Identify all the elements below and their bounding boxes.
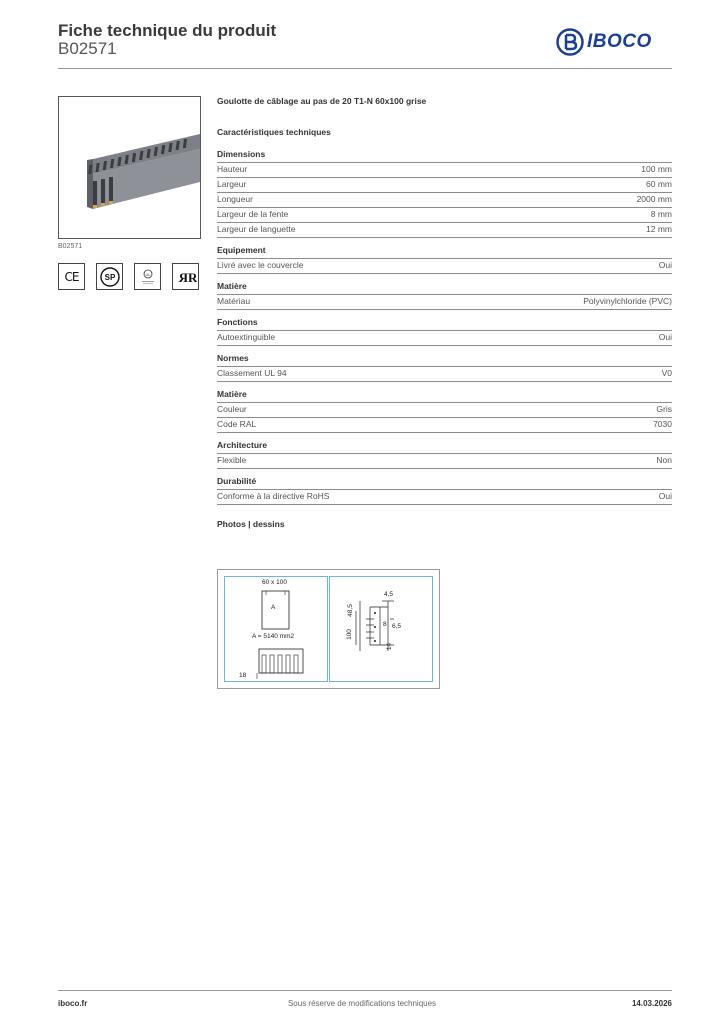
spec-content [217, 96, 672, 529]
spec-value: V0 [661, 368, 672, 378]
spec-label: Conforme à la directive RoHS [217, 491, 330, 501]
section-heading: Equipement [217, 245, 672, 259]
ce-mark-icon [58, 263, 85, 290]
brand-logo [556, 28, 652, 56]
footer-disclaimer: Sous réserve de modifications techniques [287, 999, 437, 1008]
iboco-logo-icon [556, 28, 584, 56]
ul-recognized-icon [172, 263, 199, 290]
spec-label: Livré avec le couvercle [217, 260, 304, 270]
spec-section-fonctions [217, 317, 672, 346]
spec-value: Non [656, 455, 672, 465]
technical-drawing [217, 569, 440, 689]
spec-row [217, 331, 672, 346]
section-heading: Architecture [217, 440, 672, 454]
ul-listed-text: UL [144, 271, 151, 277]
drawing-dims-label: 60 x 100 [262, 579, 287, 586]
spec-label: Largeur de languette [217, 224, 296, 234]
spec-value: Oui [658, 260, 672, 270]
dim-14: 14 [386, 642, 394, 651]
ul-listed-symbol [137, 266, 159, 288]
spec-label: Largeur [217, 179, 247, 189]
spec-value: Oui [658, 491, 672, 501]
spec-value: Polyvinylchloride (PVC) [583, 296, 672, 306]
spec-section-durabilite [217, 476, 672, 505]
spec-value: 7030 [653, 419, 672, 429]
spec-section-normes [217, 353, 672, 382]
base-dimension: 18 [239, 672, 247, 679]
spec-label: Largeur de la fente [217, 209, 289, 219]
spec-section-matiere [217, 281, 672, 310]
spec-row [217, 223, 672, 238]
spec-value: 12 mm [646, 224, 672, 234]
product-image [58, 96, 201, 239]
dim-side: 48,5 [346, 604, 354, 617]
spec-row [217, 403, 672, 418]
spec-section-equipement [217, 245, 672, 274]
logo-text: IBOCO [587, 31, 652, 52]
dim-height: 100 [345, 629, 353, 640]
ul-recognized-text: R [187, 269, 197, 285]
spec-label: Matériau [217, 296, 251, 306]
csa-mark-icon [96, 263, 123, 290]
spec-section-dimensions [217, 149, 672, 238]
ul-recognized-symbol [175, 266, 197, 288]
spec-label: Flexible [217, 455, 247, 465]
cross-section-lines [225, 577, 327, 681]
section-heading: Normes [217, 353, 672, 367]
section-heading: Durabilité [217, 476, 672, 490]
drawing-cross-section [224, 576, 328, 682]
spec-row [217, 208, 672, 223]
spec-label: Code RAL [217, 419, 257, 429]
spec-row [217, 418, 672, 433]
ce-mark-text: CE [64, 269, 79, 284]
ul-listed-icon [134, 263, 161, 290]
product-code: B02571 [58, 39, 117, 58]
section-heading: Fonctions [217, 317, 672, 331]
section-heading: Dimensions [217, 149, 672, 163]
image-caption: B02571 [58, 243, 83, 250]
spec-value: 60 mm [646, 179, 672, 189]
dim-8: 8 [383, 621, 387, 628]
spec-value: 8 mm [650, 209, 672, 219]
spec-section-matiere-color [217, 389, 672, 433]
footer-date: 14.03.2026 [631, 999, 672, 1008]
spec-row [217, 259, 672, 274]
spec-row [217, 163, 672, 178]
drawing-profile [329, 576, 433, 682]
header-divider [58, 68, 672, 69]
spec-label: Couleur [217, 404, 247, 414]
csa-symbol [99, 266, 121, 288]
section-heading: Matière [217, 389, 672, 403]
product-title: Goulotte de câblage au pas de 20 T1-N 60x100 grise [217, 96, 427, 106]
technical-characteristics-title: Caractéristiques techniques [217, 127, 331, 137]
spec-label: Classement UL 94 [217, 368, 287, 378]
spec-label: Hauteur [217, 164, 248, 174]
spec-row [217, 295, 672, 310]
cable-duct-illustration [59, 97, 200, 238]
photos-title: Photos | dessins [217, 519, 285, 529]
spec-value: 100 mm [641, 164, 672, 174]
spec-label: Autoextinguible [217, 332, 276, 342]
spec-row [217, 367, 672, 382]
spec-value: Oui [658, 332, 672, 342]
csa-mark-text: SP [104, 272, 115, 282]
certification-marks [58, 263, 210, 290]
footer-website: iboco.fr [58, 999, 88, 1008]
spec-row [217, 490, 672, 505]
spec-row [217, 193, 672, 208]
page-title: Fiche technique du produit [58, 21, 277, 40]
svg-text:R: R [178, 269, 188, 285]
area-label: A [271, 604, 276, 611]
spec-value: Gris [656, 404, 672, 414]
spec-row [217, 178, 672, 193]
spec-label: Longueur [217, 194, 253, 204]
dim-top: 4,5 [384, 591, 394, 598]
spec-row [217, 454, 672, 469]
footer-divider [58, 990, 672, 991]
spec-value: 2000 mm [636, 194, 672, 204]
dim-6-5: 6,5 [392, 623, 402, 630]
spec-section-architecture [217, 440, 672, 469]
area-value: A = 5140 mm2 [252, 633, 295, 640]
section-heading: Matière [217, 281, 672, 295]
